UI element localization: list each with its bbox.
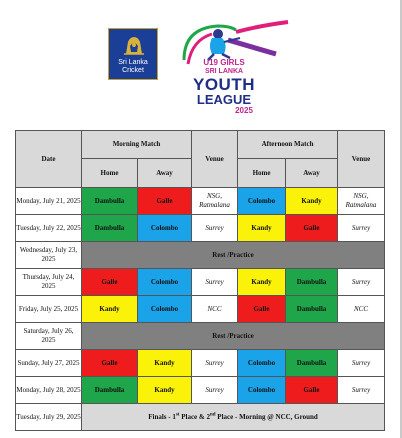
league-title-line1: U19 GIRLS (203, 58, 245, 67)
schedule-body (16, 188, 385, 431)
schedule-row (16, 350, 385, 377)
afternoon-venue: Surrey (338, 377, 385, 404)
schedule-row (16, 215, 385, 242)
finals-text-a: Finals - 1 (148, 412, 176, 421)
schedule-row (16, 242, 385, 269)
date-cell: Tuesday, July 22, 2025 (16, 215, 82, 242)
schedule-row (16, 188, 385, 215)
afternoon-home-team: Galle (238, 296, 286, 323)
slc-name-line2: Cricket (122, 67, 144, 74)
slc-name-line1: Sri Lanka (118, 59, 148, 66)
schedule-row (16, 296, 385, 323)
afternoon-away-team: Dambulla (286, 269, 338, 296)
afternoon-home-team: Kandy (238, 215, 286, 242)
morning-venue: NSG, Ratmalana (192, 188, 238, 215)
afternoon-home-team: Colombo (238, 350, 286, 377)
afternoon-venue: Surrey (338, 269, 385, 296)
finals-text-b: Place & 2 (179, 412, 210, 421)
afternoon-away-header: Away (286, 159, 338, 188)
header-row (16, 131, 385, 159)
league-year: 2025 (235, 106, 253, 115)
rest-practice-cell: Rest /Practice (82, 323, 385, 350)
finals-text-c: Place - Morning @ NCC, Ground (215, 412, 318, 421)
league-title-line4: LEAGUE (196, 92, 252, 107)
schedule-row (16, 323, 385, 350)
afternoon-away-team: Dambulla (286, 296, 338, 323)
afternoon-home-header: Home (238, 159, 286, 188)
morning-away-team: Colombo (138, 296, 192, 323)
morning-venue: Surrey (192, 350, 238, 377)
morning-away-team: Colombo (138, 269, 192, 296)
schedule-row (16, 269, 385, 296)
date-cell: Tuesday, July 29, 2025 (16, 404, 82, 431)
morning-venue: Surrey (192, 269, 238, 296)
morning-venue: Surrey (192, 215, 238, 242)
morning-home-team: Dambulla (82, 377, 138, 404)
schedule-table (15, 130, 385, 431)
league-title-line3: YOUTH (193, 75, 255, 94)
schedule-row (16, 404, 385, 431)
afternoon-home-team: Colombo (238, 377, 286, 404)
lion-emblem-icon (122, 34, 146, 56)
finals-sup-first: st (175, 412, 180, 418)
date-cell: Thursday, July 24, 2025 (16, 269, 82, 296)
date-cell: Saturday, July 26, 2025 (16, 323, 82, 350)
morning-home-team: Galle (82, 269, 138, 296)
afternoon-venue: Surrey (338, 350, 385, 377)
schedule-row (16, 377, 385, 404)
afternoon-away-team: Dambulla (286, 350, 338, 377)
date-header: Date (16, 131, 82, 188)
afternoon-match-header: Afternoon Match (238, 131, 338, 159)
finals-cell (82, 404, 385, 431)
morning-away-team: Kandy (138, 350, 192, 377)
afternoon-home-team: Kandy (238, 269, 286, 296)
date-cell: Sunday, July 27, 2025 (16, 350, 82, 377)
youth-league-logo (178, 20, 290, 120)
morning-match-header: Morning Match (82, 131, 192, 159)
date-cell: Monday, July 28, 2025 (16, 377, 82, 404)
afternoon-away-team: Kandy (286, 188, 338, 215)
afternoon-venue-header: Venue (338, 131, 385, 188)
date-cell: Monday, July 21, 2025 (16, 188, 82, 215)
morning-venue: NCC (192, 296, 238, 323)
finals-sup-second: nd (209, 412, 216, 418)
morning-home-team: Kandy (82, 296, 138, 323)
afternoon-venue: NSG, Ratmalana (338, 188, 385, 215)
morning-home-team: Dambulla (82, 188, 138, 215)
afternoon-away-team: Galle (286, 215, 338, 242)
morning-away-team: Kandy (138, 377, 192, 404)
afternoon-away-team: Galle (286, 377, 338, 404)
morning-home-team: Galle (82, 350, 138, 377)
morning-venue-header: Venue (192, 131, 238, 188)
morning-home-team: Dambulla (82, 215, 138, 242)
sri-lanka-cricket-logo (108, 28, 158, 80)
morning-away-team: Colombo (138, 215, 192, 242)
morning-away-header: Away (138, 159, 192, 188)
afternoon-venue: NCC (338, 296, 385, 323)
afternoon-venue: Surrey (338, 215, 385, 242)
morning-venue: Surrey (192, 377, 238, 404)
morning-home-header: Home (82, 159, 138, 188)
afternoon-home-team: Colombo (238, 188, 286, 215)
morning-away-team: Galle (138, 188, 192, 215)
date-cell: Wednesday, July 23, 2025 (16, 242, 82, 269)
league-title-line2: SRI LANKA (204, 68, 244, 75)
rest-practice-cell: Rest /Practice (82, 242, 385, 269)
date-cell: Friday, July 25, 2025 (16, 296, 82, 323)
